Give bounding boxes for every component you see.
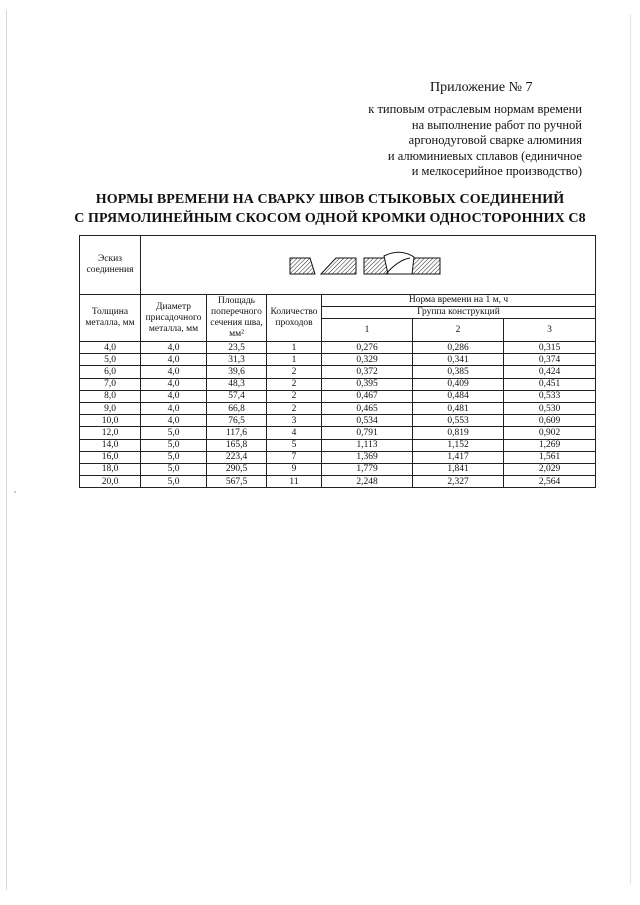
cell-g2: 1,417	[413, 451, 504, 463]
subtitle-line: на выполнение работ по ручной	[411, 117, 582, 132]
cell-g1: 1,113	[322, 439, 413, 451]
cell-g1: 1,369	[322, 451, 413, 463]
cell-diameter: 5,0	[141, 439, 207, 451]
header-group-1: 1	[322, 319, 413, 342]
scan-speck	[14, 491, 16, 493]
subtitle-line: и алюминиевых сплавов (единичное	[387, 148, 582, 163]
cell-thickness: 10,0	[80, 415, 141, 427]
cell-g1: 0,534	[322, 415, 413, 427]
table-row	[80, 439, 596, 451]
cell-g3: 0,609	[504, 415, 596, 427]
sketch-label: Эскиз соединения	[80, 236, 141, 295]
cell-thickness: 14,0	[80, 439, 141, 451]
cell-g2: 0,481	[413, 402, 504, 414]
cell-area: 23,5	[207, 342, 267, 354]
cell-diameter: 4,0	[141, 415, 207, 427]
cell-g2: 0,819	[413, 427, 504, 439]
cell-g3: 0,530	[504, 402, 596, 414]
header-diameter: Диаметр присадочного металла, мм	[141, 295, 207, 342]
subtitle-line: к типовым отраслевым нормам времени	[368, 102, 582, 116]
joint-sketch-icon	[288, 250, 448, 280]
cell-area: 223,4	[207, 451, 267, 463]
cell-passes: 1	[267, 342, 322, 354]
cell-passes: 9	[267, 463, 322, 475]
cell-area: 567,5	[207, 476, 267, 488]
cell-g3: 0,533	[504, 390, 596, 402]
cell-thickness: 7,0	[80, 378, 141, 390]
header-row-1	[80, 295, 596, 307]
cell-diameter: 4,0	[141, 342, 207, 354]
table-body	[80, 342, 596, 488]
cell-g1: 0,329	[322, 354, 413, 366]
cell-g2: 0,385	[413, 366, 504, 378]
cell-g3: 2,029	[504, 463, 596, 475]
cell-area: 31,3	[207, 354, 267, 366]
cell-passes: 4	[267, 427, 322, 439]
cell-g3: 0,902	[504, 427, 596, 439]
table-row	[80, 415, 596, 427]
cell-passes: 3	[267, 415, 322, 427]
cell-thickness: 6,0	[80, 366, 141, 378]
cell-passes: 7	[267, 451, 322, 463]
cell-diameter: 5,0	[141, 451, 207, 463]
table-row	[80, 463, 596, 475]
cell-diameter: 5,0	[141, 476, 207, 488]
cell-area: 57,4	[207, 390, 267, 402]
cell-g1: 1,779	[322, 463, 413, 475]
cell-diameter: 4,0	[141, 354, 207, 366]
header-norm: Норма времени на 1 м, ч	[322, 295, 596, 307]
cell-area: 66,8	[207, 402, 267, 414]
subtitle-line: и мелкосерийное производство)	[411, 164, 582, 178]
cell-thickness: 18,0	[80, 463, 141, 475]
cell-passes: 2	[267, 402, 322, 414]
cell-g1: 0,372	[322, 366, 413, 378]
header-group-3: 3	[504, 319, 596, 342]
document-title	[70, 190, 590, 228]
cell-g2: 1,152	[413, 439, 504, 451]
time-norms-table	[79, 235, 596, 488]
table-row	[80, 390, 596, 402]
cell-diameter: 5,0	[141, 463, 207, 475]
table-row	[80, 451, 596, 463]
cell-diameter: 4,0	[141, 390, 207, 402]
title-line: НОРМЫ ВРЕМЕНИ НА СВАРКУ ШВОВ СТЫКОВЫХ СОЕДИНЕНИЙ	[95, 192, 565, 207]
cell-diameter: 4,0	[141, 378, 207, 390]
joint-sketch-cell	[141, 236, 596, 295]
table-row	[80, 342, 596, 354]
cell-thickness: 4,0	[80, 342, 141, 354]
cell-g3: 2,564	[504, 476, 596, 488]
cell-thickness: 8,0	[80, 390, 141, 402]
cell-g2: 2,327	[413, 476, 504, 488]
cell-g2: 0,553	[413, 415, 504, 427]
appendix-label: Приложение № 7	[430, 80, 533, 95]
cell-passes: 2	[267, 390, 322, 402]
cell-g3: 0,451	[504, 378, 596, 390]
cell-g2: 0,286	[413, 342, 504, 354]
cell-thickness: 5,0	[80, 354, 141, 366]
scan-edge-left	[6, 10, 7, 890]
cell-area: 165,8	[207, 439, 267, 451]
cell-passes: 5	[267, 439, 322, 451]
cell-thickness: 16,0	[80, 451, 141, 463]
cell-g3: 0,374	[504, 354, 596, 366]
cell-passes: 11	[267, 476, 322, 488]
appendix-subtitle	[322, 102, 582, 180]
cell-area: 76,5	[207, 415, 267, 427]
title-line: С ПРЯМОЛИНЕЙНЫМ СКОСОМ ОДНОЙ КРОМКИ ОДНОСТОРОННИХ С8	[74, 211, 586, 226]
cell-g2: 0,484	[413, 390, 504, 402]
cell-g2: 0,341	[413, 354, 504, 366]
cell-g3: 1,561	[504, 451, 596, 463]
cell-area: 117,6	[207, 427, 267, 439]
header-group: Группа конструкций	[322, 307, 596, 319]
table-row	[80, 354, 596, 366]
header-passes: Количество проходов	[267, 295, 322, 342]
cell-g1: 0,276	[322, 342, 413, 354]
cell-g1: 0,467	[322, 390, 413, 402]
cell-thickness: 9,0	[80, 402, 141, 414]
subtitle-line: аргонодуговой сварке алюминия	[408, 133, 582, 147]
table-row	[80, 427, 596, 439]
header-area: Площадь поперечного сечения шва, мм²	[207, 295, 267, 342]
cell-thickness: 12,0	[80, 427, 141, 439]
table-row	[80, 366, 596, 378]
cell-diameter: 4,0	[141, 402, 207, 414]
cell-g3: 0,424	[504, 366, 596, 378]
sketch-row	[80, 236, 596, 295]
cell-diameter: 5,0	[141, 427, 207, 439]
cell-g1: 0,465	[322, 402, 413, 414]
cell-g3: 0,315	[504, 342, 596, 354]
cell-passes: 2	[267, 366, 322, 378]
cell-thickness: 20,0	[80, 476, 141, 488]
table-row	[80, 476, 596, 488]
cell-g3: 1,269	[504, 439, 596, 451]
cell-g1: 2,248	[322, 476, 413, 488]
table-row	[80, 378, 596, 390]
cell-g2: 1,841	[413, 463, 504, 475]
scan-edge-right	[630, 14, 631, 884]
cell-g2: 0,409	[413, 378, 504, 390]
cell-area: 48,3	[207, 378, 267, 390]
cell-g1: 0,395	[322, 378, 413, 390]
cell-diameter: 4,0	[141, 366, 207, 378]
header-thickness: Толщина металла, мм	[80, 295, 141, 342]
cell-passes: 1	[267, 354, 322, 366]
table-row	[80, 402, 596, 414]
cell-passes: 2	[267, 378, 322, 390]
header-group-2: 2	[413, 319, 504, 342]
cell-area: 290,5	[207, 463, 267, 475]
cell-g1: 0,791	[322, 427, 413, 439]
cell-area: 39,6	[207, 366, 267, 378]
